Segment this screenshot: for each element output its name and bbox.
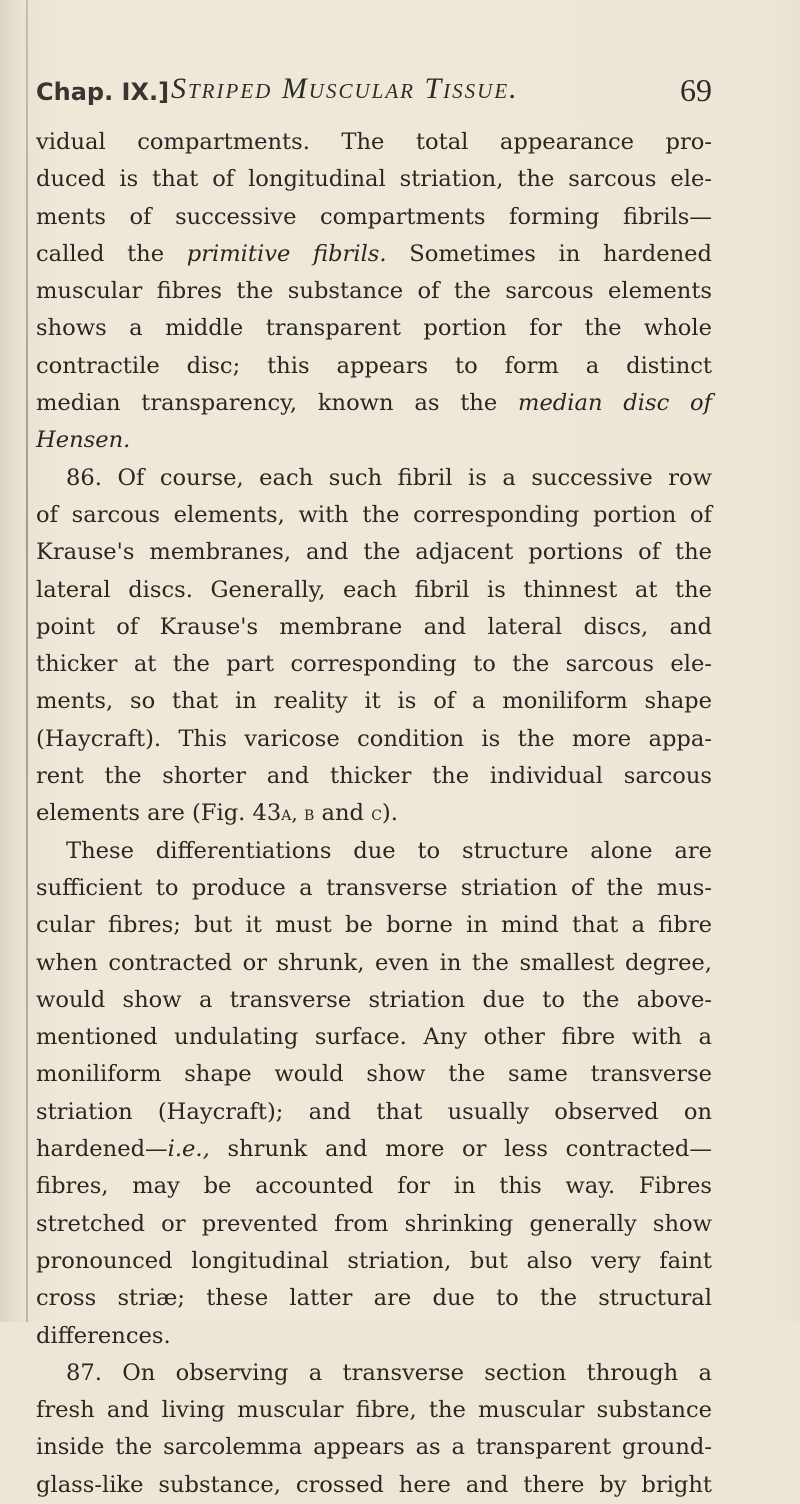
text-run: These differentiations due to structure alone are <box>66 837 712 864</box>
text-run: Sometimes in hardened <box>386 240 713 267</box>
text-run: differences. <box>36 1322 171 1349</box>
text-line <box>36 982 712 1019</box>
text-run: Krause's membranes, and the adjacent portions of the <box>36 539 712 566</box>
text-line <box>36 870 712 907</box>
text-run: inside the sarcolemma appears as a transparent ground- <box>36 1434 712 1461</box>
text-line <box>36 161 712 198</box>
text-run: hardened— <box>36 1136 168 1163</box>
body-text <box>36 124 712 1504</box>
text-line <box>36 721 712 758</box>
text-run: of sarcous elements, with the corresponding portion of <box>36 501 712 528</box>
text-run: vidual compartments. The total appearance pro- <box>36 129 712 155</box>
text-line <box>36 497 712 534</box>
text-run: median transparency, known as the <box>36 390 519 417</box>
text-line <box>36 460 712 497</box>
text-line <box>36 1019 712 1056</box>
text-line <box>36 385 712 422</box>
text-run: pronounced longitudinal striation, but also very faint <box>36 1247 712 1274</box>
text-run: fresh and living muscular fibre, the muscular substance <box>36 1397 712 1424</box>
section-number: 86. <box>66 464 102 491</box>
text-run: sufficient to produce a transverse striation of the mus- <box>36 874 712 901</box>
text-run: cross striæ; these latter are due to the structural <box>36 1285 712 1312</box>
text-run: and <box>314 800 372 827</box>
chapter-label: Chap. IX.] <box>36 78 170 106</box>
text-line <box>36 683 712 720</box>
text-line <box>36 1280 712 1317</box>
text-line <box>36 609 712 646</box>
text-line <box>36 1392 712 1429</box>
small-caps-run: a, b <box>281 802 315 826</box>
text-line <box>36 1318 712 1355</box>
text-line <box>36 1094 712 1131</box>
text-run: elements are (Fig. 43 <box>36 800 282 827</box>
italic-term: i.e., <box>167 1136 210 1163</box>
italic-term: median disc of <box>518 390 713 417</box>
text-run: On observing a transverse section through a <box>101 1359 712 1386</box>
text-run: ments of successive compartments forming fibrils— <box>36 203 712 230</box>
text-line <box>36 646 712 683</box>
section-number: 87. <box>66 1359 102 1386</box>
text-run: point of Krause's membrane and lateral discs, and <box>36 613 712 640</box>
small-caps-run: c <box>371 802 382 826</box>
text-run: cular fibres; but it must be borne in mind that a fibre <box>36 912 712 939</box>
text-line <box>36 945 712 982</box>
text-run: ments, so that in reality it is of a moniliform shape <box>36 688 712 715</box>
italic-term: Hensen. <box>36 427 131 454</box>
text-run: moniliform shape would show the same transverse <box>36 1061 712 1088</box>
text-line <box>36 199 712 236</box>
text-run: when contracted or shrunk, even in the smallest degree, <box>36 949 712 976</box>
text-line <box>36 1206 712 1243</box>
text-line <box>36 534 712 571</box>
text-line <box>36 1168 712 1205</box>
text-run: fibres, may be accounted for in this way. Fibres <box>36 1173 712 1200</box>
running-title: Striped Muscular Tissue. <box>171 72 519 105</box>
text-run: shrunk and more or less contracted— <box>209 1136 712 1163</box>
text-run: thicker at the part corresponding to the sarcous ele- <box>36 651 712 678</box>
italic-term: primitive fibrils. <box>186 240 387 267</box>
text-line <box>36 833 712 870</box>
text-line <box>36 1131 712 1168</box>
text-run: ). <box>381 800 398 827</box>
text-run: stretched or prevented from shrinking generally show <box>36 1210 712 1237</box>
text-run: duced is that of longitudinal striation, the sarcous ele- <box>36 166 712 193</box>
text-run: muscular fibres the substance of the sarcous elements <box>36 278 712 305</box>
text-line <box>36 348 712 385</box>
text-run: shows a middle transparent portion for the whole <box>36 315 712 342</box>
page-number: 69 <box>680 72 712 108</box>
text-run: rent the shorter and thicker the individual sarcous <box>36 763 712 790</box>
text-run: striation (Haycraft); and that usually observed on <box>36 1098 712 1125</box>
text-line <box>36 1429 712 1466</box>
page-gutter-edge <box>26 0 28 1322</box>
text-line <box>36 1467 712 1504</box>
text-run: lateral discs. Generally, each fibril is thinnest at the <box>36 576 712 603</box>
text-run: contractile disc; this appears to form a distinct <box>36 352 712 379</box>
text-run: Of course, each such fibril is a successive row <box>101 464 712 491</box>
text-line <box>36 1355 712 1392</box>
text-line <box>36 572 712 609</box>
text-run: glass-like substance, crossed here and there by bright <box>36 1471 712 1498</box>
running-header <box>36 72 712 112</box>
text-line <box>36 907 712 944</box>
text-line <box>36 273 712 310</box>
text-line <box>36 1243 712 1280</box>
text-run: mentioned undulating surface. Any other fibre with a <box>36 1024 712 1051</box>
text-run: called the <box>36 240 187 267</box>
text-run: would show a transverse striation due to the above- <box>36 986 712 1013</box>
text-line <box>36 795 712 832</box>
text-run: (Haycraft). This varicose condition is the more appa- <box>36 725 712 752</box>
text-line <box>36 1056 712 1093</box>
text-line <box>36 310 712 347</box>
text-line <box>36 236 712 273</box>
text-line <box>36 758 712 795</box>
text-line <box>36 422 712 459</box>
text-line <box>36 124 712 161</box>
